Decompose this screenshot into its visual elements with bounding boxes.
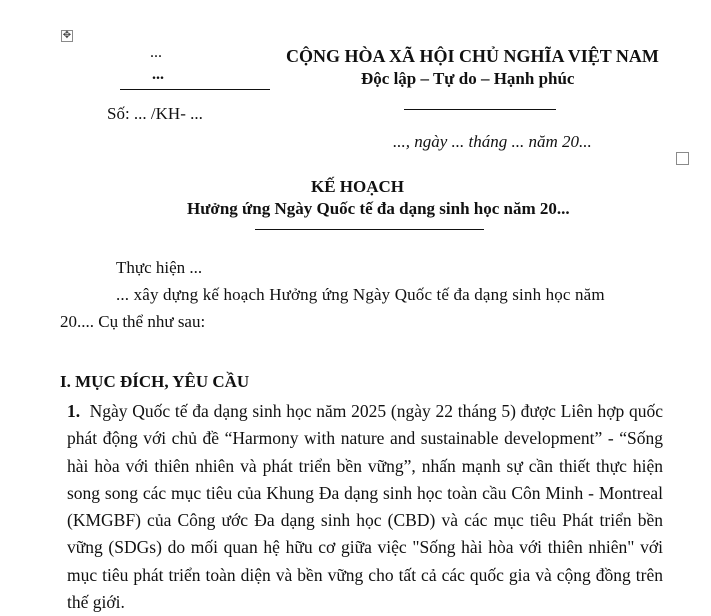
- national-title: CỘNG HÒA XÃ HỘI CHỦ NGHĨA VIỆT NAM: [286, 46, 659, 66]
- plan-subtitle: Hưởng ứng Ngày Quốc tế đa dạng sinh học năm 20...: [187, 199, 570, 218]
- intro-line-3: 20.... Cụ thể như sau:: [60, 312, 206, 331]
- org-line-2: ...: [152, 66, 164, 83]
- section-paragraph: [67, 398, 663, 616]
- item-number: 1.: [67, 401, 81, 421]
- motto-underline: [404, 109, 556, 110]
- item-text: Ngày Quốc tế đa dạng sinh học năm 2025 (ngày 22 tháng 5) được Liên hợp quốc phát động với chủ đề “Harmony with nature and sustainable development” - “Sống hài hòa với thiên nhiên và phát triển bền vững”, nhấn mạnh sự cần thiết thực hiện song song các mục tiêu của Khung Đa dạng sinh học toàn cầu Côn Minh - Montreal (KMGBF) của Công ước Đa dạng sinh học (CBD) và các mục tiêu Phát triển bền vững (SDGs) do mối quan hệ hữu cơ giữa việc "Sống hài hòa với thiên nhiên" với mục tiêu phát triển toàn diện và bền vững cho tất cả các quốc gia và cộng đồng trên thế giới.: [67, 401, 663, 613]
- intro-line-1: Thực hiện ...: [116, 258, 203, 277]
- document-number: Số: ... /KH- ...: [107, 104, 203, 123]
- intro-line-2: ... xây dựng kế hoạch Hưởng ứng Ngày Quốc tế đa dạng sinh học năm: [116, 285, 605, 304]
- plan-title: KẾ HOẠCH: [311, 177, 405, 196]
- title-underline: [255, 229, 484, 230]
- square-icon[interactable]: [676, 152, 689, 165]
- org-underline: [120, 89, 270, 90]
- table-move-handle-icon[interactable]: ✥: [62, 30, 72, 41]
- org-line-1: ...: [150, 44, 162, 61]
- national-motto: Độc lập – Tự do – Hạnh phúc: [361, 69, 575, 88]
- section-heading: I. MỤC ĐÍCH, YÊU CẦU: [60, 372, 250, 391]
- date-line: ..., ngày ... tháng ... năm 20...: [393, 132, 592, 151]
